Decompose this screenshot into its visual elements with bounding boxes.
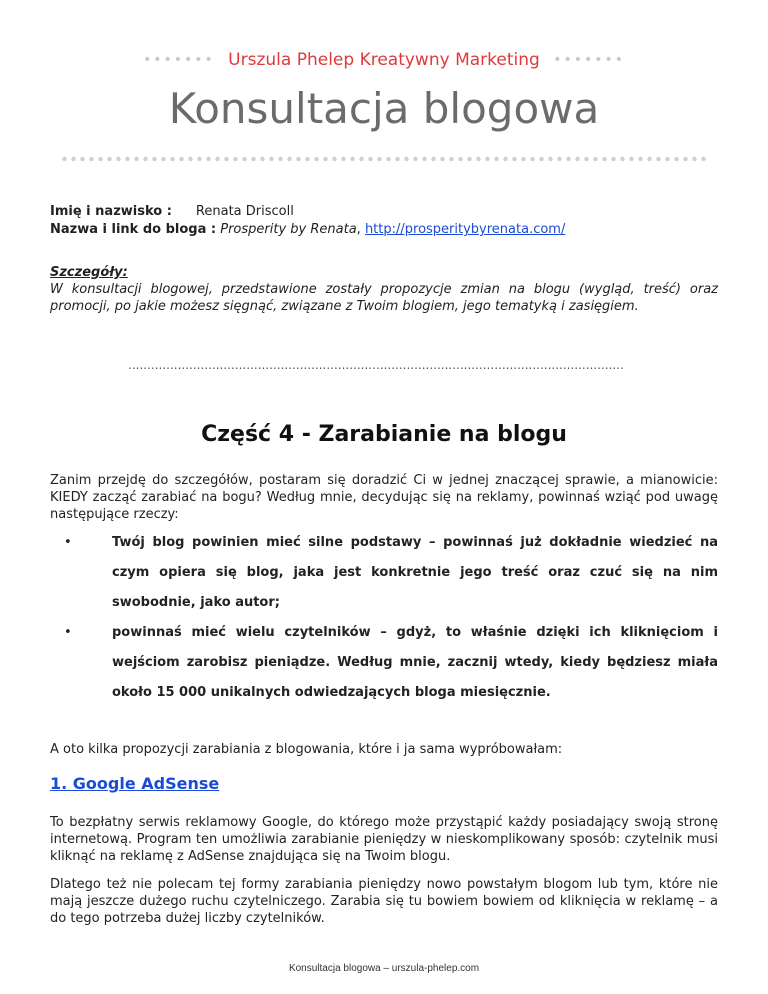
decorative-dots-right: ••••••• [553,52,626,68]
proposals-paragraph: A oto kilka propozycji zarabiania z blogowania, które i ja sama wypróbowałam: [50,742,563,757]
details-section [50,264,718,315]
name-value: Renata Driscoll [195,204,294,219]
list-item [50,528,718,618]
adsense-paragraph-1: To bezpłatny serwis reklamowy Google, do którego może przystąpić każdy posiadający swoją stronę internetową. Program ten umożliwia zarabianie pieniędzy w nieskomplikowany sposób: czytelnik musi kliknąć na reklamę z AdSense znajdująca się na Twoim blogu. [50,815,718,864]
bullet-icon: • [64,625,72,640]
blog-name: Prosperity by Renata [220,222,357,237]
brand-header [0,50,768,70]
dotted-separator: .................................................................................................................................. [128,358,624,372]
bullet-icon: • [64,535,72,550]
blog-row [50,221,565,239]
blog-label: Nazwa i link do bloga : [50,222,217,237]
section-heading-adsense[interactable]: 1. Google AdSense [50,774,220,793]
intro-paragraph: Zanim przejdę do szczegółów, postaram się doradzić Ci w jednej znaczącej sprawie, a mianowicie: KIEDY zacząć zarabiać na bogu? Według mnie, decydując się na reklamy, powinnaś wziąć pod uwagę następujące rzeczy: [50,473,718,522]
details-text: W konsultacji blogowej, przedstawione zostały propozycje zmian na blogu (wygląd, treść) oraz promocji, po jakie możesz sięgnąć, związane z Twoim blogiem, jego tematyką i zasięgiem. [50,282,718,314]
bullet-text: Twój blog powinien mieć silne podstawy – powinnaś już dokładnie wiedzieć na czym opiera się blog, jaka jest konkretnie jego treść oraz czuć się na nim swobodnie, jako autor; [112,535,718,610]
brand-name: Urszula Phelep Kreatywny Marketing [228,50,540,70]
client-meta [50,203,565,239]
page-title: Konsultacja blogowa [168,84,600,133]
decorative-dots-left: ••••••• [142,52,215,68]
bullet-list [50,528,718,708]
dotted-divider [60,154,708,164]
name-label: Imię i nazwisko : [50,204,172,219]
blog-url-link[interactable]: http://prosperitybyrenata.com/ [364,222,566,237]
bullet-text: powinnaś mieć wielu czytelników – gdyż, to właśnie dzięki ich kliknięciom i wejściom zarobisz pieniądze. Według mnie, zacznij wtedy, kiedy będziesz miała około 15 000 unikalnych odwiedzających bloga miesięcznie. [112,625,718,700]
page-footer: Konsultacja blogowa – urszula-phelep.com [288,963,480,974]
blog-sep: , [356,222,365,237]
name-row [50,203,565,221]
list-item [50,618,718,708]
adsense-paragraph-2: Dlatego też nie polecam tej formy zarabiania pieniędzy nowo powstałym blogom lub tym, które nie mają jeszcze dużego ruchu czytelniczego. Zarabia się tu bowiem bowiem od kliknięcia w reklamę – a do tego potrzeba dużej liczby czytelników. [50,877,718,926]
details-heading: Szczegóły: [50,265,128,280]
part-title: Część 4 - Zarabianie na blogu [201,422,567,447]
